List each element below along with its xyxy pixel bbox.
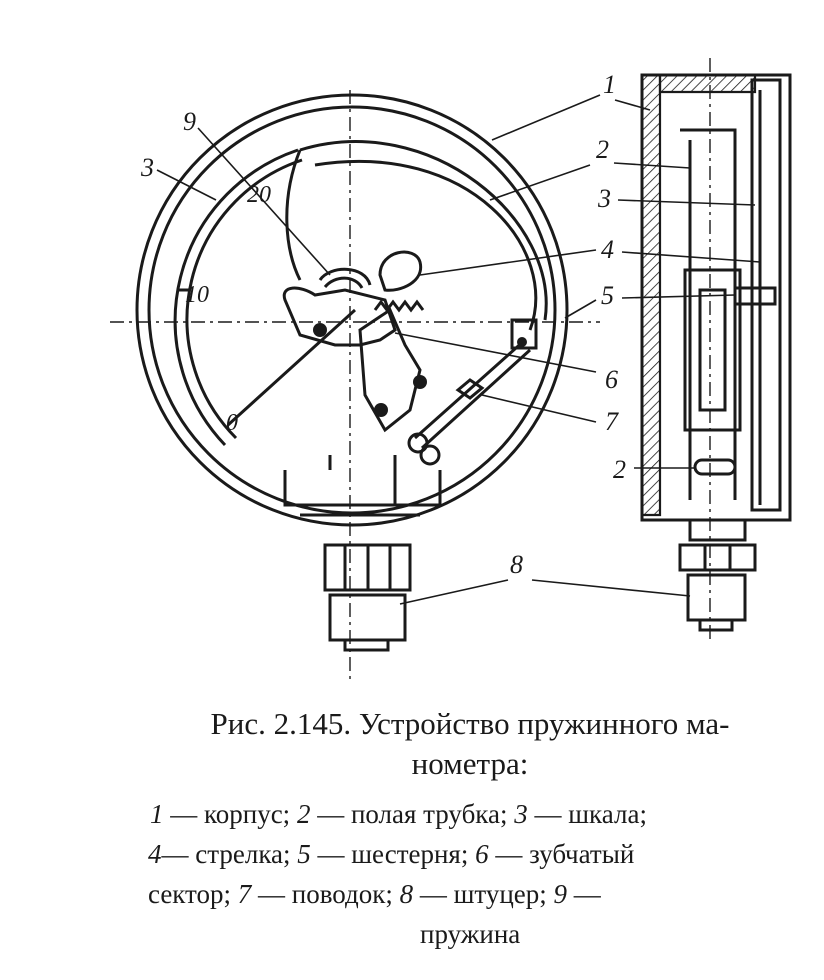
pinion-gear xyxy=(375,302,423,310)
leader-5-side xyxy=(622,295,735,298)
socket-block xyxy=(285,455,440,515)
scale-label-20: 20 xyxy=(247,182,271,208)
leader-1 xyxy=(492,95,600,140)
side-tube-slot xyxy=(695,460,735,474)
leader-8 xyxy=(400,580,508,604)
label-2-side: 2 xyxy=(613,455,626,484)
side-view xyxy=(642,58,790,640)
rod-knob xyxy=(421,446,439,464)
sector-pivot xyxy=(413,375,427,389)
legend-num-9: 9 xyxy=(553,879,568,909)
side-fitting xyxy=(688,575,745,630)
label-6: 6 xyxy=(605,365,618,394)
label-3: 3 xyxy=(141,153,154,182)
legend-line-4: пружина xyxy=(420,919,521,949)
toothed-sector xyxy=(360,310,420,430)
legend-line-1 xyxy=(150,798,647,830)
side-case-wall-left xyxy=(642,75,660,515)
label-2: 2 xyxy=(596,135,609,164)
scale-label-10: 10 xyxy=(185,282,209,308)
legend-text-4: — стрелка; xyxy=(161,839,298,869)
leader-8-side xyxy=(532,580,690,596)
legend-num-3: 3 xyxy=(514,799,528,829)
label-3-side: 3 xyxy=(598,184,611,213)
label-1: 1 xyxy=(603,70,616,99)
label-7: 7 xyxy=(605,407,618,436)
front-view xyxy=(110,90,600,680)
nut xyxy=(325,545,410,590)
legend-text-1: — корпус; xyxy=(163,799,297,829)
label-4: 4 xyxy=(601,235,614,264)
legend-text-5: — шестерня; xyxy=(310,839,476,869)
caption-title-line2: нометра: xyxy=(411,746,529,781)
legend-text-7: — поводок; xyxy=(251,879,400,909)
fitting xyxy=(330,595,405,650)
legend-text-8: — штуцер; xyxy=(413,879,554,909)
legend-text-2: — полая трубка; xyxy=(310,799,515,829)
pointer-hub xyxy=(313,323,327,337)
legend-text-6b: сектор; xyxy=(148,879,238,909)
caption-title-line1: Рис. 2.145. Устройство пружинного ма- xyxy=(210,706,730,741)
pointer xyxy=(228,310,355,425)
sector-pin xyxy=(374,403,388,417)
side-tube xyxy=(680,130,735,500)
legend-num-5: 5 xyxy=(297,839,311,869)
legend-text-6: — зубчатый xyxy=(488,839,635,869)
legend-num-4: 4 xyxy=(148,839,162,869)
legend-num-6: 6 xyxy=(475,839,489,869)
side-mechanism xyxy=(685,270,740,430)
leader-2 xyxy=(490,165,590,200)
legend-line-3 xyxy=(148,878,601,910)
legend-num-8: 8 xyxy=(399,879,414,909)
tube-tip-pin xyxy=(517,337,527,347)
leader-5 xyxy=(565,300,596,318)
legend-line-2 xyxy=(148,838,634,870)
scale-label-0: 0 xyxy=(226,410,238,436)
legend-text-9: — xyxy=(567,879,601,909)
legend-num-7: 7 xyxy=(237,879,252,909)
leader-4 xyxy=(420,250,596,275)
legend-num-2: 2 xyxy=(296,799,311,829)
arrow-counterweight xyxy=(380,252,421,290)
label-9: 9 xyxy=(183,107,196,136)
legend-num-1: 1 xyxy=(150,799,164,829)
legend-text-3: — шкала; xyxy=(527,799,647,829)
side-socket xyxy=(690,520,745,540)
label-5: 5 xyxy=(601,281,614,310)
case-inner-ring xyxy=(149,107,555,513)
figure-caption xyxy=(0,700,824,980)
side-nut xyxy=(680,545,755,570)
case-outer-ring xyxy=(137,95,567,525)
side-case-top xyxy=(642,75,755,92)
label-8: 8 xyxy=(510,550,523,579)
